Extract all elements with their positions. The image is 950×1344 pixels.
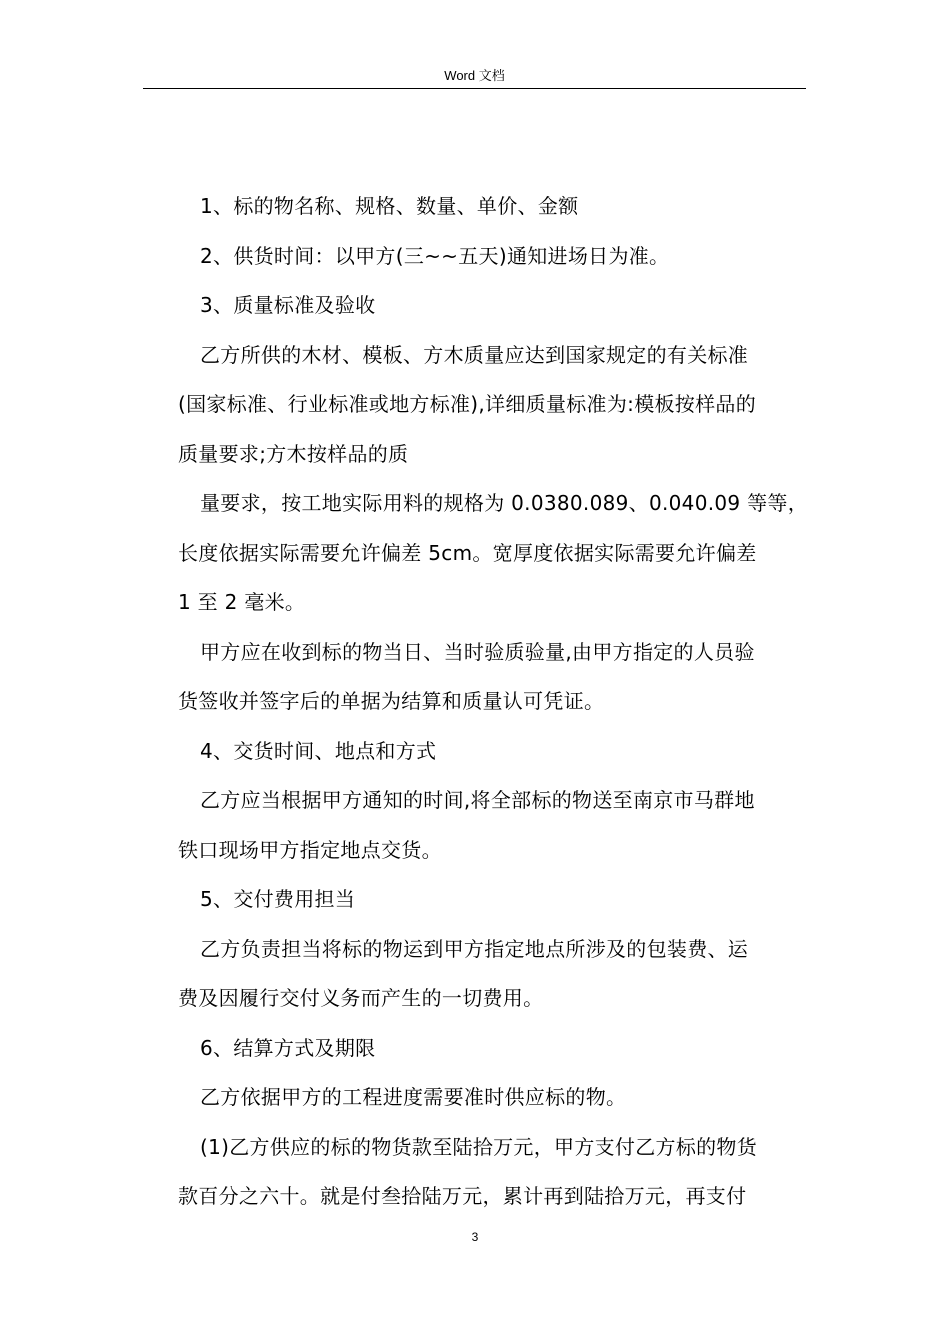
page-number: 3 xyxy=(471,1230,479,1244)
paragraph-line: 1、标的物名称、规格、数量、单价、金额 xyxy=(200,194,579,218)
paragraph-line: 乙方应当根据甲方通知的时间,将全部标的物送至南京市马群地 xyxy=(200,788,755,812)
paragraph-line: 甲方应在收到标的物当日、当时验质验量,由甲方指定的人员验 xyxy=(200,639,755,664)
paragraph-line: 货签收并签字后的单据为结算和质量认可凭证。 xyxy=(178,689,605,713)
paragraph-line: (国家标准、行业标准或地方标准),详细质量标准为:模板按样品的 xyxy=(178,392,757,416)
paragraph-line: (1)乙方供应的标的物货款至陆拾万元，甲方支付乙方标的物货 xyxy=(200,1134,758,1159)
paragraph-line: 乙方所供的木材、模板、方木质量应达到国家规定的有关标准 xyxy=(200,342,749,367)
header-divider xyxy=(143,88,806,89)
paragraph-line: 量要求，按工地实际用料的规格为 0.0380.089、0.040.09 等等， xyxy=(200,491,808,515)
document-body xyxy=(178,182,808,1222)
paragraph-line: 乙方依据甲方的工程进度需要准时供应标的物。 xyxy=(200,1085,627,1109)
paragraph-line: 乙方负责担当将标的物运到甲方指定地点所涉及的包装费、运 xyxy=(200,936,749,961)
paragraph-line: 5、交付费用担当 xyxy=(200,887,356,911)
paragraph-line: 质量要求;方木按样品的质 xyxy=(178,441,409,466)
paragraph-line: 长度依据实际需要允许偏差 5cm。宽厚度依据实际需要允许偏差 xyxy=(178,540,757,565)
paragraph-line: 2、供货时间：以甲方(三~~五天)通知进场日为准。 xyxy=(200,243,670,268)
paragraph-line: 1 至 2 毫米。 xyxy=(178,590,306,614)
paragraph-line: 铁口现场甲方指定地点交货。 xyxy=(178,837,442,862)
paragraph-line: 6、结算方式及期限 xyxy=(200,1035,376,1060)
paragraph-line: 4、交货时间、地点和方式 xyxy=(200,738,437,763)
paragraph-line: 费及因履行交付义务而产生的一切费用。 xyxy=(178,986,544,1010)
paragraph-line: 3、质量标准及验收 xyxy=(200,293,376,317)
page-header-title: Word 文档 xyxy=(444,68,505,83)
paragraph-line: 款百分之六十。就是付叁拾陆万元，累计再到陆拾万元，再支付 xyxy=(178,1184,747,1208)
